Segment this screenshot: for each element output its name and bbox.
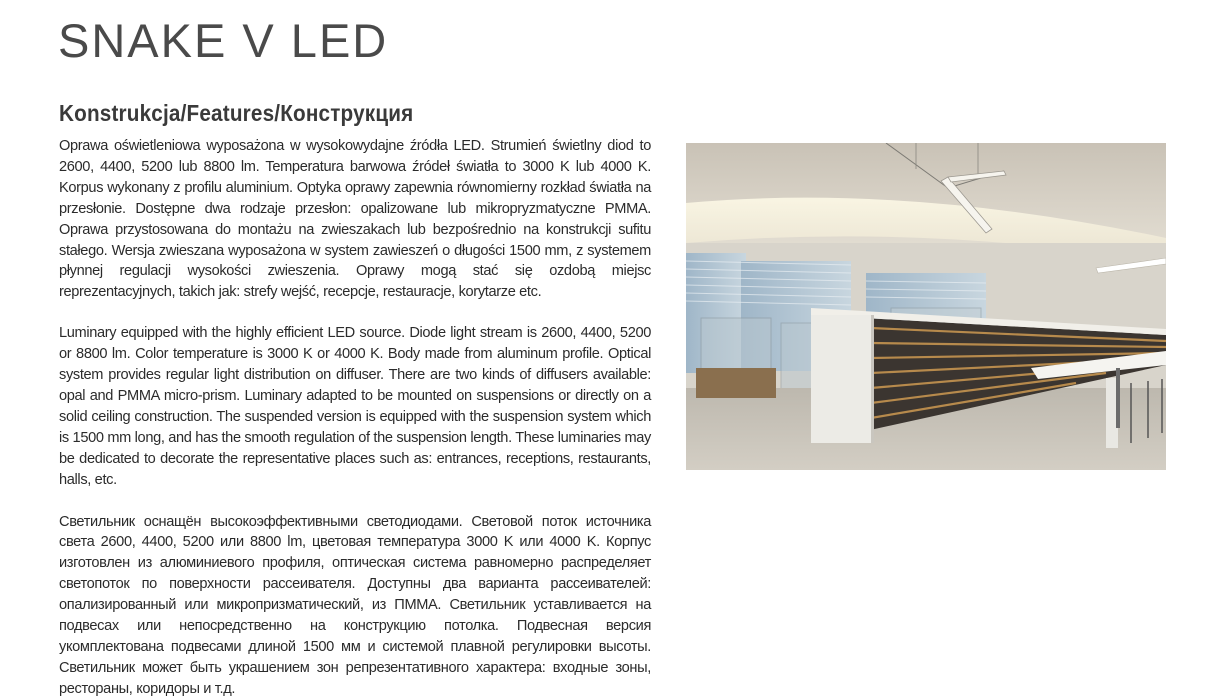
page-title: SNAKE V LED (58, 14, 389, 67)
section-heading: Konstrukcja/Features/Конструкция (59, 100, 414, 126)
product-installation-photo (686, 143, 1166, 470)
description-polish: Oprawa oświetleniowa wyposażona w wysokowydajne źródła LED. Strumień świetlny diod to 2600, 4400, 5200 lub 8800 lm. Temperatura barwowa źródeł światła to 3000 K lub 4000 K. Korpus wykonany z profilu aluminium. Optyka oprawy zapewnia równomierny rozkład światła na przesłonie. Dostępne dwa rodzaje przesłon: opalizowane lub mikropryzmatyczne PMMA. Oprawa przystosowana do montażu na zwieszakach lub bezpośrednio na konstrukcji sufitu stałego. Wersja zwieszana wyposażona w system zawieszeń o długości 1500 mm, z systemem płynnej regulacji wysokości zwieszenia. Oprawy mogą stać się ozdobą miejsc reprezentacyjnych, takich jak: strefy wejść, recepcje, restauracje, korytarze etc. (59, 138, 651, 301)
description-column (59, 136, 651, 700)
description-russian: Светильник оснащён высокоэффективными светодиодами. Световой поток источника света 2600, 4400, 5200 или 8800 lm, цветовая температура 3000 K или 4000 K. Корпус изготовлен из алюминиевого профиля, оптическая система равномерно распределяет светопоток по поверхности рассеивателя. Доступны два варианта рассеивателей: опализированный или микропризматический, из ПММА. Светильник уставливается на подвесах или непосредственно на конструкцию потолка. Подвесная версия укомплектована подвесами длиной 1500 мм и системой плавной регулировки высоты. Светильник может быть украшением зон репрезентативного характера: входные зоны, рестораны, коридоры и т.д. (59, 513, 651, 697)
description-english: Luminary equipped with the highly efficient LED source. Diode light stream is 2600, 4400, 5200 or 8800 lm. Color temperature is 3000 K or 4000 K. Body made from aluminum profile. Optical system provides regular light distribution on diffuser. There are two kinds of diffusers available: opal and PMMA micro-prism. Luminary adapted to be mounted on suspensions or directly on a solid ceiling construction. The suspended version is equipped with the suspension system which is 1500 mm long, and has the smooth regulation of the suspension length. These luminaries may be dedicated to decorate the representative places such as: entrances, receptions, restaurants, halls, etc. (59, 325, 651, 488)
